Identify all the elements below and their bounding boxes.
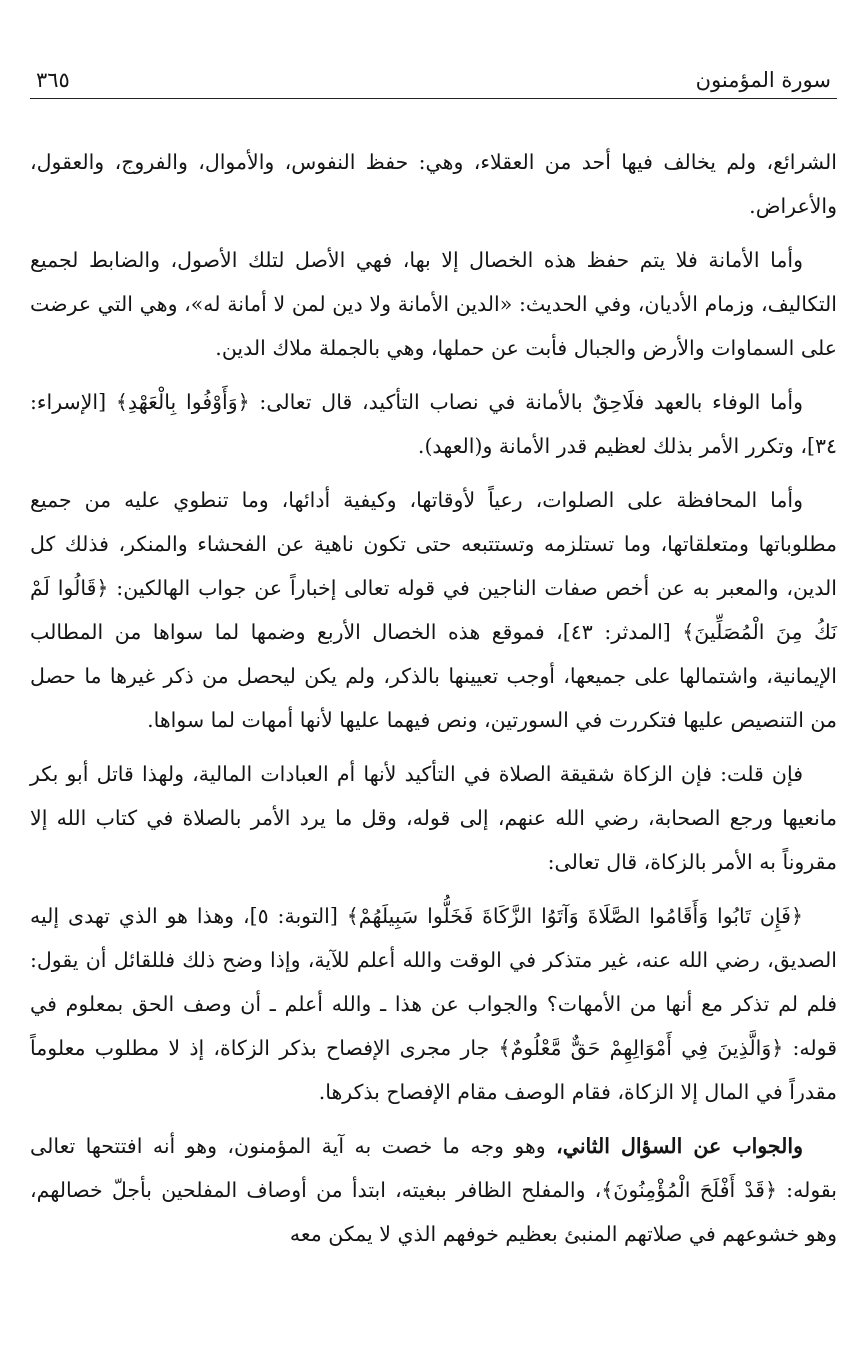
- page-number: ٣٦٥: [36, 68, 70, 92]
- paragraph-4: وأما المحافظة على الصلوات، رعياً لأوقاتها، وكيفية أدائها، وما تنطوي عليه من جميع مطلوباتها ومتعلقاتها، وما تستلزمه وتستتبعه حتى تكون ناهية عن الفحشاء والمنكر، فذلك كل الدين، والمعبر به عن أخص صفات الناجين في قوله تعالى إخباراً عن جواب الهالكين: ﴿قَالُوا لَمْ نَكُ مِنَ الْمُصَلِّينَ﴾ [المدثر: ٤٣]، فموقع هذه الخصال الأربع وضمها لما سواها من المطالب الإيمانية، واشتمالها على جميعها، أوجب تعيينها بالذكر، ولم يكن ليحصل من ذكر غيرها ما حصل من التنصيص عليها فتكررت في السورتين، ونص فيهما عليها لأنها أمهات لما سواها.: [30, 488, 837, 732]
- header-divider: [30, 98, 837, 99]
- paragraph-2: وأما الأمانة فلا يتم حفظ هذه الخصال إلا بها، فهي الأصل لتلك الأصول، والضابط لجميع التكاليف، وزمام الأديان، وفي الحديث: «الدين الأمانة ولا دين لمن لا أمانة له»، وهي التي عرضت على السماوات والأرض والجبال فأبت عن حملها، وهي بالجملة ملاك الدين.: [30, 248, 837, 360]
- paragraph-3: وأما الوفاء بالعهد فلَاحِقٌ بالأمانة في نصاب التأكيد، قال تعالى: ﴿وَأَوْفُوا بِالْعَهْدِ﴾ [الإسراء: ٣٤]، وتكرر الأمر بذلك لعظيم قدر الأمانة و(العهد).: [30, 390, 837, 458]
- paragraph-7-text: وهو وجه ما خصت به آية المؤمنون، وهو أنه افتتحها تعالى بقوله: ﴿قَدْ أَفْلَحَ الْمُؤْمِنُونَ﴾، والمفلح الظافر ببغيته، ابتدأ من أوصاف المفلحين بأجلّ خصالهم، وهو خشوعهم في صلاتهم المنبئ بعظيم خوفهم الذي لا يمكن معه: [30, 1134, 837, 1246]
- paragraph-7: [30, 1124, 837, 1256]
- page-header: [36, 52, 831, 92]
- paragraph-6: ﴿فَإِن تَابُوا وَأَقَامُوا الصَّلَاةَ وَآتَوُا الزَّكَاةَ فَخَلُّوا سَبِيلَهُمْ﴾ [التوبة: ٥]، وهذا هو الذي تهدى إليه الصديق، رضي الله عنه، غير متذكر في الوقت والله أعلم للآية، وإذا وضح ذلك فللقائل أن يقول: فلم لم تذكر مع أنها من الأمهات؟ والجواب عن هذا ـ والله أعلم ـ أن وصف الحق بمعلوم في قوله: ﴿وَالَّذِينَ فِي أَمْوَالِهِمْ حَقٌّ مَّعْلُومٌ﴾ جار مجرى الإفصاح بذكر الزكاة، إذ لا مطلوب معلوماً مقدراً في المال إلا الزكاة، فقام الوصف مقام الإفصاح بذكرها.: [30, 904, 837, 1104]
- paragraph-1: الشرائع، ولم يخالف فيها أحد من العقلاء، وهي: حفظ النفوس، والأموال، والفروج، والعقول، والأعراض.: [30, 150, 837, 218]
- page-body: [30, 140, 837, 1266]
- running-title: سورة المؤمنون: [695, 68, 831, 92]
- paragraph-5: فإن قلت: فإن الزكاة شقيقة الصلاة في التأكيد لأنها أم العبادات المالية، ولهذا قاتل أبو بكر مانعيها ورجع الصحابة، رضي الله عنهم، إلى قوله، وقل ما يرد الأمر بالصلاة في كتاب الله إلا مقروناً به الأمر بالزكاة، قال تعالى:: [30, 762, 837, 874]
- answer-heading: والجواب عن السؤال الثاني،: [556, 1134, 803, 1158]
